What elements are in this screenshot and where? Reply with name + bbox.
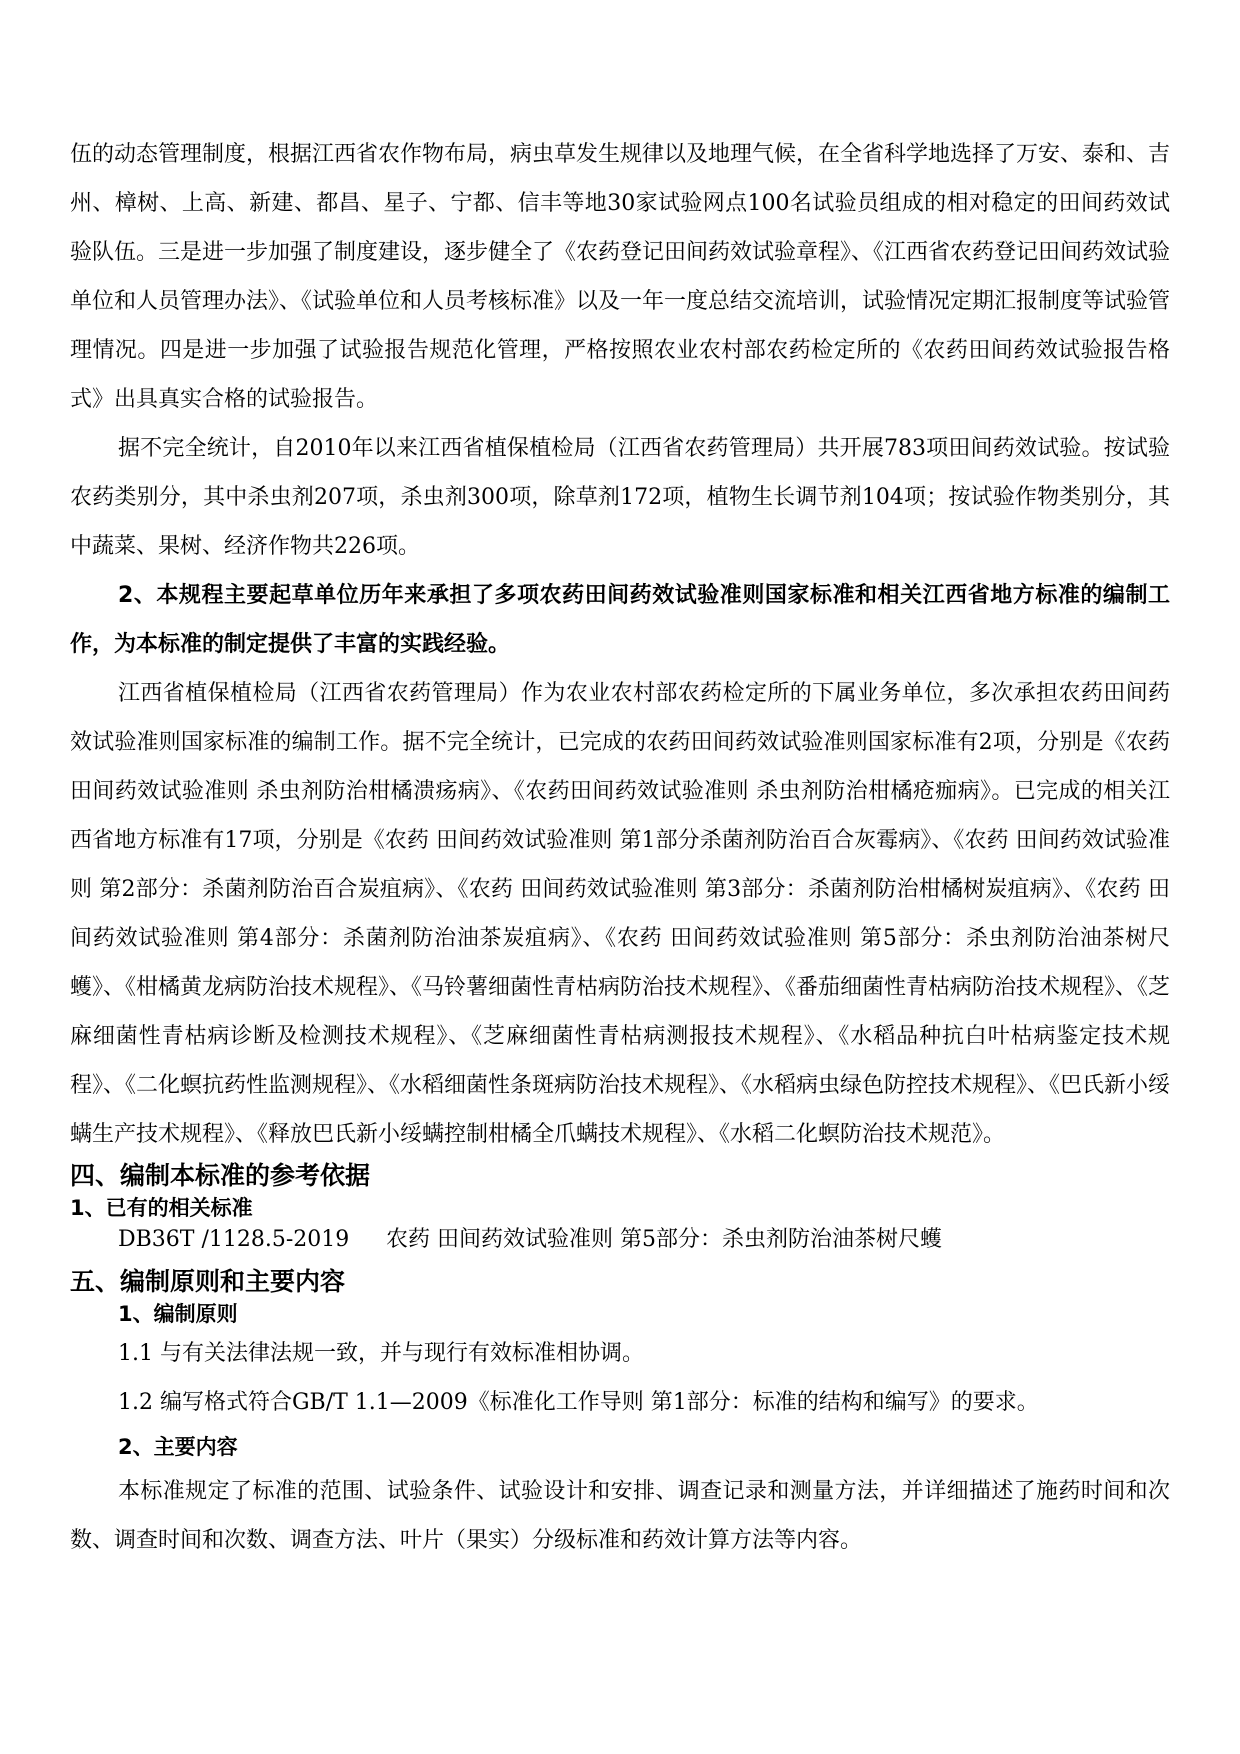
principle-item-2: 1.2 编写格式符合GB/T 1.1—2009《标准化工作导则 第1部分：标准的结构和编写》的要求。: [118, 1390, 1039, 1415]
section-5-subheading-principles: 1、编制原则: [118, 1302, 238, 1326]
section-4-heading: 四、编制本标准的参考依据: [70, 1161, 371, 1190]
section-4-subheading-existing-standards: 1、已有的相关标准: [70, 1196, 253, 1220]
section-5-subheading-main-content: 2、主要内容: [118, 1435, 238, 1459]
paragraph-statistics: 据不完全统计，自2010年以来江西省植保植检局（江西省农药管理局）共开展783项田间药效试验。按试验农药类别分，其中杀虫剂207项，杀虫剂300项，除草剂172项，植物生长调节剂104项；按试验作物类别分，其中蔬菜、果树、经济作物共226项。: [70, 436, 1170, 559]
paragraph-drafting-experience-heading: 2、本规程主要起草单位历年来承担了多项农药田间药效试验准则国家标准和相关江西省地方标准的编制工作，为本标准的制定提供了丰富的实践经验。: [70, 583, 1170, 657]
paragraph-standards-completed: 江西省植保植检局（江西省农药管理局）作为农业农村部农药检定所的下属业务单位，多次承担农药田间药效试验准则国家标准的编制工作。据不完全统计，已完成的农药田间药效试验准则国家标准有2项，分别是《农药田间药效试验准则 杀虫剂防治柑橘溃疡病》、《农药田间药效试验准则 杀虫剂防治柑橘疮痂病》。已完成的相关江西省地方标准有17项，分别是《农药 田间药效试验准则 第1部分杀菌剂防治百合灰霉病》、《农药 田间药效试验准则 第2部分：杀菌剂防治百合炭疽病》、《农药 田间药效试验准则 第3部分：杀菌剂防治柑橘树炭疽病》、《农药 田间药效试验准则 第4部分：杀菌剂防治油茶炭疽病》、《农药 田间药效试验准则 第5部分：杀虫剂防治油茶树尺蠖》、《柑橘黄龙病防治技术规程》、《马铃薯细菌性青枯病防治技术规程》、《番茄细菌性青枯病防治技术规程》、《芝麻细菌性青枯病诊断及检测技术规程》、《芝麻细菌性青枯病测报技术规程》、《水稻品种抗白叶枯病鉴定技术规程》、《二化螟抗药性监测规程》、《水稻细菌性条斑病防治技术规程》、《水稻病虫绿色防控技术规程》、《巴氏新小绥螨生产技术规程》、《释放巴氏新小绥螨控制柑橘全爪螨技术规程》、《水稻二化螟防治技术规范》。: [70, 681, 1171, 1147]
reference-standard-code: DB36T /1128.5-2019: [118, 1227, 350, 1252]
principle-item-1: 1.1 与有关法律法规一致，并与现行有效标准相协调。: [118, 1341, 644, 1366]
reference-standard-line: [70, 1223, 1170, 1257]
section-5-heading: 五、编制原则和主要内容: [70, 1267, 346, 1296]
reference-standard-title: 农药 田间药效试验准则 第5部分：杀虫剂防治油茶树尺蠖: [386, 1227, 942, 1252]
paragraph-main-content: 本标准规定了标准的范围、试验条件、试验设计和安排、调查记录和测量方法，并详细描述了施药时间和次数、调查时间和次数、调查方法、叶片（果实）分级标准和药效计算方法等内容。: [70, 1479, 1170, 1553]
paragraph-team-management: 伍的动态管理制度，根据江西省农作物布局，病虫草发生规律以及地理气候，在全省科学地选择了万安、泰和、吉州、樟树、上高、新建、都昌、星子、宁都、信丰等地30家试验网点100名试验员组成的相对稳定的田间药效试验队伍。三是进一步加强了制度建设，逐步健全了《农药登记田间药效试验章程》、《江西省农药登记田间药效试验单位和人员管理办法》、《试验单位和人员考核标准》以及一年一度总结交流培训，试验情况定期汇报制度等试验管理情况。四是进一步加强了试验报告规范化管理，严格按照农业农村部农药检定所的《农药田间药效试验报告格式》出具真实合格的试验报告。: [70, 142, 1171, 412]
document-body: [70, 130, 1170, 1565]
